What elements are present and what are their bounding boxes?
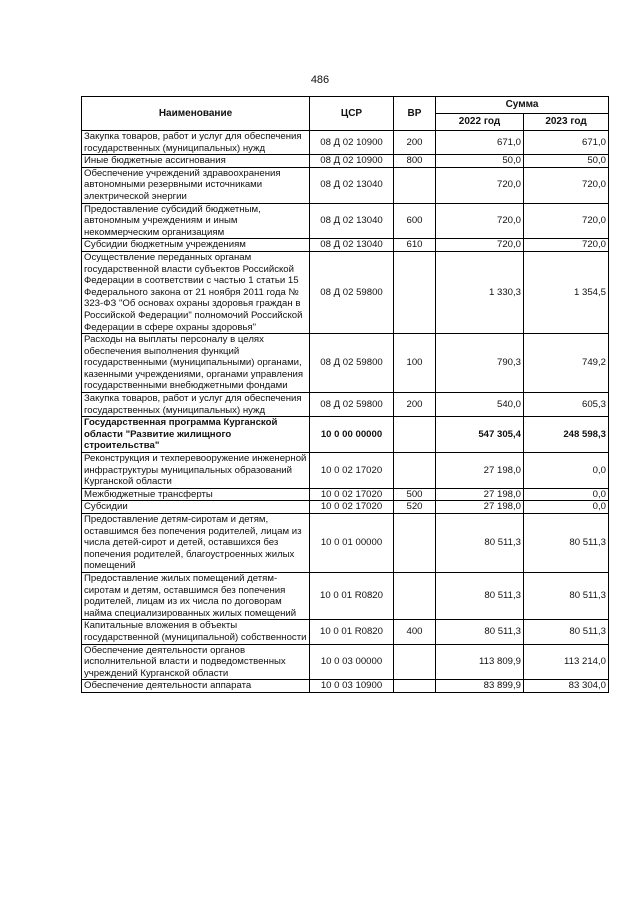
row-vr: 520 [394,501,436,514]
row-name: Реконструкция и техперевооружение инженерной инфраструктуры муниципальных образований Курганской области [82,453,310,489]
row-vr: 610 [394,239,436,252]
row-sum-2023: 1 354,5 [524,251,609,333]
row-sum-2023: 720,0 [524,167,609,203]
table-row [82,334,609,393]
row-sum-2023: 671,0 [524,131,609,155]
row-sum-2023: 0,0 [524,501,609,514]
row-vr: 400 [394,620,436,644]
table-row [82,514,609,573]
row-csr: 10 0 02 17020 [310,488,394,501]
table-row [82,620,609,644]
row-csr: 08 Д 02 59800 [310,393,394,417]
row-vr: 100 [394,334,436,393]
row-csr: 08 Д 02 59800 [310,251,394,333]
row-csr: 08 Д 02 13040 [310,239,394,252]
table-row [82,417,609,453]
table-row [82,203,609,239]
row-sum-2022: 113 809,9 [436,644,524,680]
row-name: Субсидии [82,501,310,514]
row-vr [394,453,436,489]
row-name: Государственная программа Курганской области "Развитие жилищного строительства" [82,417,310,453]
row-sum-2022: 50,0 [436,155,524,168]
row-sum-2022: 790,3 [436,334,524,393]
row-vr: 200 [394,131,436,155]
budget-table [81,96,609,693]
row-sum-2022: 540,0 [436,393,524,417]
row-sum-2023: 113 214,0 [524,644,609,680]
table-row [82,251,609,333]
row-sum-2023: 720,0 [524,239,609,252]
row-vr [394,514,436,573]
row-sum-2023: 0,0 [524,453,609,489]
row-sum-2023: 605,3 [524,393,609,417]
row-sum-2023: 50,0 [524,155,609,168]
header-year-2023: 2023 год [524,114,609,131]
row-vr: 800 [394,155,436,168]
row-vr: 500 [394,488,436,501]
row-vr [394,167,436,203]
row-csr: 08 Д 02 10900 [310,155,394,168]
row-csr: 10 0 00 00000 [310,417,394,453]
row-sum-2022: 80 511,3 [436,620,524,644]
header-year-2022: 2022 год [436,114,524,131]
row-vr [394,644,436,680]
row-csr: 10 0 02 17020 [310,453,394,489]
row-csr: 08 Д 02 13040 [310,203,394,239]
row-name: Предоставление субсидий бюджетным, автономным учреждениям и иным некоммерческим организациям [82,203,310,239]
header-sum: Сумма [436,97,609,114]
table-row [82,239,609,252]
row-csr: 08 Д 02 59800 [310,334,394,393]
row-vr: 600 [394,203,436,239]
row-csr: 10 0 01 R0820 [310,620,394,644]
row-sum-2023: 248 598,3 [524,417,609,453]
table-row [82,680,609,693]
table-row [82,453,609,489]
row-csr: 10 0 03 10900 [310,680,394,693]
row-sum-2022: 27 198,0 [436,501,524,514]
row-sum-2022: 547 305,4 [436,417,524,453]
row-name: Закупка товаров, работ и услуг для обеспечения государственных (муниципальных) нужд [82,393,310,417]
row-name: Обеспечение деятельности аппарата [82,680,310,693]
row-vr [394,680,436,693]
row-sum-2022: 720,0 [436,239,524,252]
row-name: Капитальные вложения в объекты государственной (муниципальной) собственности [82,620,310,644]
row-vr: 200 [394,393,436,417]
row-sum-2022: 1 330,3 [436,251,524,333]
row-vr [394,572,436,619]
table-row [82,488,609,501]
table-row [82,644,609,680]
row-name: Расходы на выплаты персоналу в целях обеспечения выполнения функций государственными (муниципальными) органами, казенными учреждениями, органами управления государственными внебюджетными фондами [82,334,310,393]
header-name: Наименование [82,97,310,131]
row-name: Иные бюджетные ассигнования [82,155,310,168]
row-csr: 08 Д 02 10900 [310,131,394,155]
row-name: Предоставление жилых помещений детям-сиротам и детям, оставшимся без попечения родителей, лицам из их числа по договорам найма специализированных жилых помещений [82,572,310,619]
row-sum-2023: 80 511,3 [524,620,609,644]
table-row [82,393,609,417]
row-sum-2022: 720,0 [436,203,524,239]
table-row [82,155,609,168]
row-name: Межбюджетные трансферты [82,488,310,501]
table-row [82,131,609,155]
row-sum-2023: 80 511,3 [524,514,609,573]
table-row [82,572,609,619]
row-sum-2023: 80 511,3 [524,572,609,619]
header-vr: ВР [394,97,436,131]
row-sum-2022: 720,0 [436,167,524,203]
row-vr [394,417,436,453]
row-csr: 10 0 01 R0820 [310,572,394,619]
row-sum-2023: 749,2 [524,334,609,393]
row-name: Осуществление переданных органам государственной власти субъектов Российской Федерации в соответствии с частью 1 статьи 15 Федерального закона от 21 ноября 2011 года № 323-ФЗ "Об основах охраны здоровья граждан в Российской Федерации" полномочий Российской Федерации в сфере охраны здоровья" [82,251,310,333]
table-row [82,167,609,203]
row-name: Обеспечение учреждений здравоохранения автономными резервными источниками электрической энергии [82,167,310,203]
row-csr: 10 0 03 00000 [310,644,394,680]
row-name: Субсидии бюджетным учреждениям [82,239,310,252]
row-name: Закупка товаров, работ и услуг для обеспечения государственных (муниципальных) нужд [82,131,310,155]
row-sum-2022: 80 511,3 [436,514,524,573]
table-body [82,131,609,693]
row-name: Предоставление детям-сиротам и детям, оставшимся без попечения родителей, лицам из числа детей-сирот и детей, оставшихся без попечения родителей, благоустроенных жилых помещений [82,514,310,573]
row-name: Обеспечение деятельности органов исполнительной власти и подведомственных учреждений Курганской области [82,644,310,680]
row-sum-2022: 83 899,9 [436,680,524,693]
row-sum-2022: 27 198,0 [436,453,524,489]
row-vr [394,251,436,333]
row-sum-2023: 0,0 [524,488,609,501]
row-sum-2022: 27 198,0 [436,488,524,501]
row-sum-2022: 671,0 [436,131,524,155]
row-csr: 10 0 02 17020 [310,501,394,514]
row-csr: 10 0 01 00000 [310,514,394,573]
row-sum-2023: 720,0 [524,203,609,239]
table-row [82,501,609,514]
row-sum-2022: 80 511,3 [436,572,524,619]
header-csr: ЦСР [310,97,394,131]
row-sum-2023: 83 304,0 [524,680,609,693]
row-csr: 08 Д 02 13040 [310,167,394,203]
page-number: 486 [310,74,330,86]
